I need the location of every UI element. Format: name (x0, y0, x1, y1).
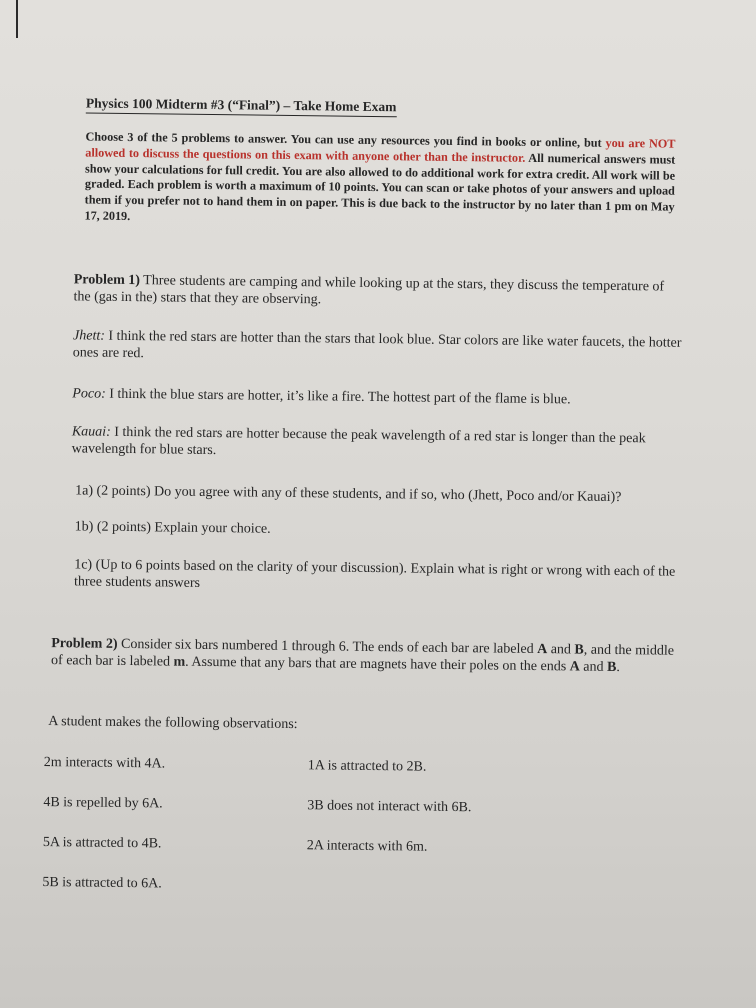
jhett-name: Jhett: (72, 328, 106, 344)
exam-sheet (42, 95, 698, 892)
poco-statement: Poco: I think the blue stars are hotter, it’s like a fire. The hottest part of the flame is blue. (72, 386, 571, 408)
observation-item: 2m interacts with 4A. (43, 754, 166, 772)
observation-item: 3B does not interact with 6B. (307, 798, 472, 816)
question-1a: 1a) (2 points) Do you agree with any of these students, and if so, who (Jhett, Poco and/or Kauai)? (75, 483, 622, 506)
observations-heading: A student makes the following observations: (48, 714, 298, 733)
observation-item: 5B is attracted to 6A. (42, 874, 162, 892)
question-1c: 1c) (Up to 6 points based on the clarity of your discussion). Explain what is right or wrong with each of the three students answers (73, 557, 676, 591)
observation-item: 2A interacts with 6m. (306, 838, 428, 855)
pen-mark (16, 0, 18, 38)
problem1-intro: Problem 1) Three students are camping and while looking up at the stars, they discuss the temperature of the (gas in the) stars that they are observing. (73, 272, 665, 308)
problem2-intro: Problem 2) Consider six bars numbered 1 through 6. The ends of each bar are labeled A and B, and the middle of each bar is labeled m. Assume that any bars that are magnets have their poles on the ends A and B. (50, 636, 675, 676)
exam-title: Physics 100 Midterm #3 (“Final”) – Take Home Exam (86, 95, 397, 117)
kauai-name: Kauai: (71, 424, 111, 440)
instructions-paragraph: Choose 3 of the 5 problems to answer. You can use any resources you find in books or online, but you are NOT allowed to discuss the questions on this exam with anyone other than the instructor. All numerical answers must show your calculations for full credit. You are also allowed to do additional work for extra credit. All work will be graded. Each problem is worth a maximum of 10 points. You can scan or take photos of your answers and upload them if you prefer not to hand them in on paper. This is due back to the instructor by no later than 1 pm on May 17, 2019. (84, 129, 676, 223)
no-discussion-warning: you are NOT allowed to discuss the questions on this exam with anyone other than the instructor. (85, 135, 676, 165)
observation-item: 4B is repelled by 6A. (43, 794, 163, 812)
kauai-statement: Kauai: I think the red stars are hotter because the peak wavelength of a red star is longer than the peak wavelength for blue stars. (71, 424, 646, 459)
question-1b: 1b) (2 points) Explain your choice. (74, 519, 271, 537)
jhett-statement: Jhett: I think the red stars are hotter than the stars that look blue. Star colors are like water faucets, the hotter ones are red. (72, 328, 682, 362)
observation-item: 1A is attracted to 2B. (307, 758, 427, 775)
poco-name: Poco: (72, 386, 106, 402)
problem1-label: Problem 1) (73, 272, 141, 289)
problem2-label: Problem 2) (51, 636, 118, 652)
observation-item: 5A is attracted to 4B. (42, 834, 162, 852)
